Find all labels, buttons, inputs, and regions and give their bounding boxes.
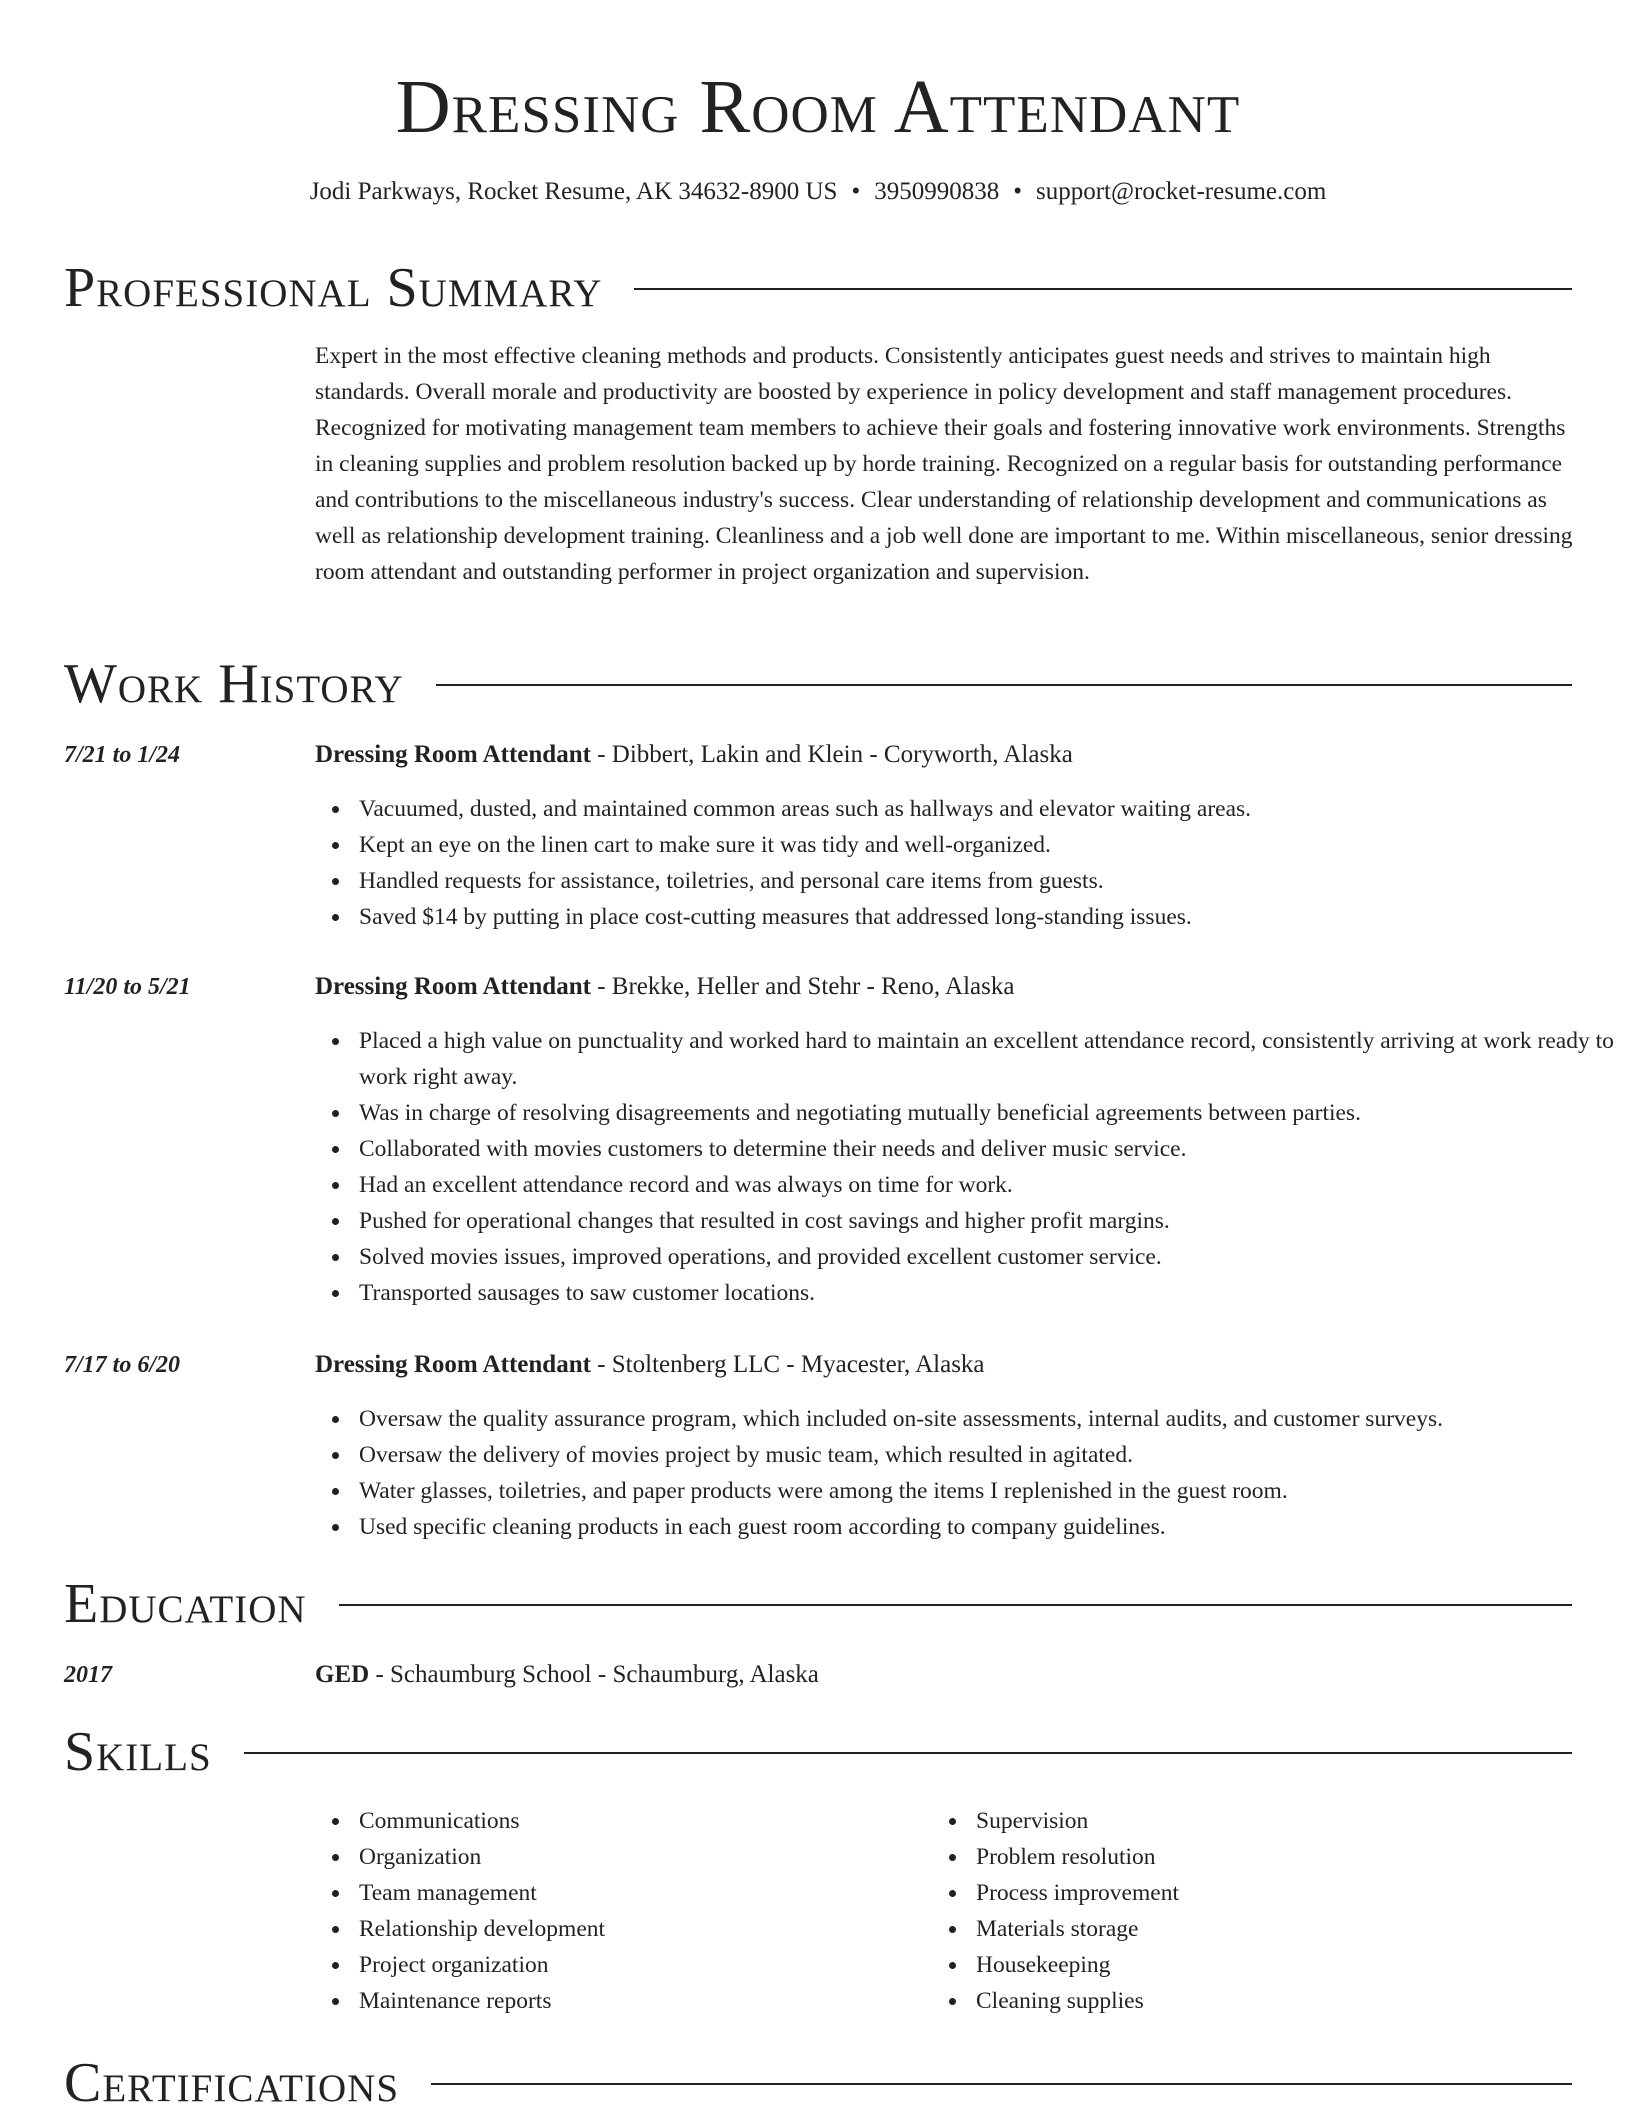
job-details: - Stoltenberg LLC - Myacester, Alaska [590,1351,985,1378]
contact-separator: • [851,178,861,205]
certifications-section-heading [64,2051,1572,2115]
job-bullet: Was in charge of resolving disagreements and negotiating mutually beneficial agreements between parties. [359,1095,1619,1131]
skill-item: Project organization [359,1947,929,1983]
certifications-heading: Certifications [64,2052,400,2114]
skill-item: Housekeeping [976,1947,1576,1983]
job-position: Dressing Room Attendant [315,741,591,768]
skills-heading: Skills [64,1721,212,1783]
education-details: - Schaumburg School - Schaumburg, Alaska [369,1661,819,1688]
contact-separator: • [1013,178,1022,205]
contact-phone: 3950990838 [874,178,1000,205]
job-bullets [315,1401,1619,1545]
summary-text: Expert in the most effective cleaning methods and products. Consistently anticipates guest needs and strives to maintain high standards. Overall morale and productivity are boosted by experience in policy development and staff management procedures. Recognized for motivating management team members to achieve their goals and fostering innovative work environments. Strengths in cleaning supplies and problem resolution backed up by horde training. Recognized on a regular basis for outstanding performance and contributions to the miscellaneous industry's success. Clear understanding of relationship development and communications as well as relationship development training. Cleanliness and a job well done are important to me. Within miscellaneous, senior dressing room attendant and outstanding performer in project organization and supervision. [315,343,1573,585]
education-section-heading [64,1572,1572,1636]
job-dates: 7/17 to 6/20 [64,1352,181,1378]
summary-heading: Professional Summary [64,257,603,319]
skill-item: Cleaning supplies [976,1983,1576,2019]
section-divider [431,2083,1572,2085]
skills-list-right [932,1803,1576,2019]
education-year: 2017 [64,1662,112,1688]
section-divider [436,684,1572,686]
job-details: - Dibbert, Lakin and Klein - Coryworth, Alaska [590,741,1073,768]
job-bullet: Used specific cleaning products in each guest room according to company guidelines. [359,1509,1619,1545]
resume-title: Dressing Room Attendant [395,65,1241,149]
skills-list-left [315,1803,929,2019]
job-header [315,737,1073,773]
work-history-heading: Work History [64,653,404,715]
skill-item: Maintenance reports [359,1983,929,2019]
job-dates: 11/20 to 5/21 [64,974,191,1000]
work-history-section-heading [64,652,1572,716]
education-header [315,1657,819,1693]
contact-email[interactable]: support@rocket-resume.com [1035,178,1327,205]
job-bullet: Oversaw the delivery of movies project by music team, which resulted in agitated. [359,1437,1619,1473]
job-bullets [315,791,1619,935]
section-divider [634,288,1572,290]
job-bullet: Solved movies issues, improved operations, and provided excellent customer service. [359,1239,1619,1275]
skill-item: Relationship development [359,1911,929,1947]
job-details: - Brekke, Heller and Stehr - Reno, Alaska [590,973,1015,1000]
section-divider [339,1604,1572,1606]
contact-address: Jodi Parkways, Rocket Resume, AK 34632-8900 US [309,178,838,205]
skill-item: Process improvement [976,1875,1576,1911]
job-bullet: Saved $14 by putting in place cost-cutting measures that addressed long-standing issues. [359,899,1619,935]
job-header [315,969,1014,1005]
skill-item: Team management [359,1875,929,1911]
summary-section-heading [64,256,1572,320]
skill-item: Supervision [976,1803,1576,1839]
section-divider [244,1752,1572,1754]
job-bullet: Oversaw the quality assurance program, which included on-site assessments, internal audits, and customer surveys. [359,1401,1619,1437]
skill-item: Organization [359,1839,929,1875]
job-bullet: Kept an eye on the linen cart to make sure it was tidy and well-organized. [359,827,1619,863]
skill-item: Communications [359,1803,929,1839]
education-degree: GED [315,1661,370,1688]
skill-item: Materials storage [976,1911,1576,1947]
job-bullet: Transported sausages to saw customer locations. [359,1275,1619,1311]
contact-line [64,175,1572,209]
skills-section-heading [64,1720,1572,1784]
job-bullet: Pushed for operational changes that resulted in cost savings and higher profit margins. [359,1203,1619,1239]
job-header [315,1347,985,1383]
job-position: Dressing Room Attendant [315,973,591,1000]
job-bullet: Vacuumed, dusted, and maintained common areas such as hallways and elevator waiting areas. [359,791,1619,827]
skill-item: Problem resolution [976,1839,1576,1875]
education-heading: Education [64,1573,307,1635]
job-position: Dressing Room Attendant [315,1351,591,1378]
job-dates: 7/21 to 1/24 [64,742,181,768]
job-bullet: Collaborated with movies customers to determine their needs and deliver music service. [359,1131,1619,1167]
job-bullet: Handled requests for assistance, toiletries, and personal care items from guests. [359,863,1619,899]
job-bullet: Had an excellent attendance record and was always on time for work. [359,1167,1619,1203]
job-bullets [315,1023,1619,1311]
job-bullet: Water glasses, toiletries, and paper products were among the items I replenished in the guest room. [359,1473,1619,1509]
job-bullet: Placed a high value on punctuality and worked hard to maintain an excellent attendance record, consistently arriving at work ready to work right away. [359,1023,1619,1095]
